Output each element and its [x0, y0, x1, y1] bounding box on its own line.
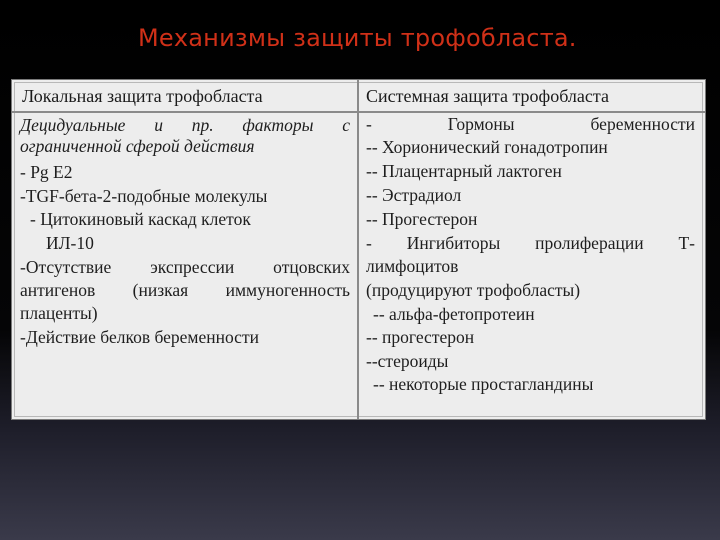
produced-by-trophoblasts-line: (продуцируют трофобласты)	[366, 280, 581, 300]
tgf-item: -TGF-бета-2-подобные молекулы	[20, 186, 268, 206]
alpha-fetoprotein-item: -- альфа-фетопротеин	[373, 304, 535, 324]
hcg-item: -- Хорионический гонадотропин	[366, 137, 608, 157]
pregnancy-proteins-item: -Действие белков беременности	[20, 327, 259, 347]
placenta-line: плаценты)	[20, 303, 98, 323]
steroids-item: --стероиды	[366, 351, 449, 371]
inhibitors-line: - Ингибиторы пролиферации Т-	[366, 233, 695, 253]
comparison-table	[11, 79, 706, 420]
estradiol-item: -- Эстрадиол	[366, 185, 462, 205]
placental-lactogen-item: -- Плацентарный лактоген	[366, 161, 562, 181]
cytokine-cascade-item: - Цитокиновый каскад клеток	[30, 209, 251, 229]
il10-item: ИЛ-10	[46, 233, 94, 253]
progesterone-item-2: -- прогестерон	[366, 327, 475, 347]
absence-expression-line: -Отсутствие экспрессии отцовских	[20, 257, 350, 277]
decidual-factors-line2: ограниченной сферой действия	[20, 136, 255, 156]
column-divider	[357, 80, 359, 419]
slide-title: Механизмы защиты трофобласта.	[138, 24, 577, 52]
antigens-line: антигенов (низкая иммуногенность	[20, 280, 350, 300]
lymphocytes-line: лимфоцитов	[366, 256, 459, 276]
hormones-line: - Гормоны беременности	[366, 114, 695, 134]
left-column-header: Локальная защита трофобласта	[22, 86, 263, 106]
pg-e2-item: - Pg E2	[20, 162, 73, 182]
prostaglandins-item: -- некоторые простагландины	[373, 374, 594, 394]
progesterone-item: -- Прогестерон	[366, 209, 478, 229]
decidual-factors-line1: Децидуальные и пр. факторы с	[20, 115, 350, 135]
right-column-header: Системная защита трофобласта	[366, 86, 609, 106]
